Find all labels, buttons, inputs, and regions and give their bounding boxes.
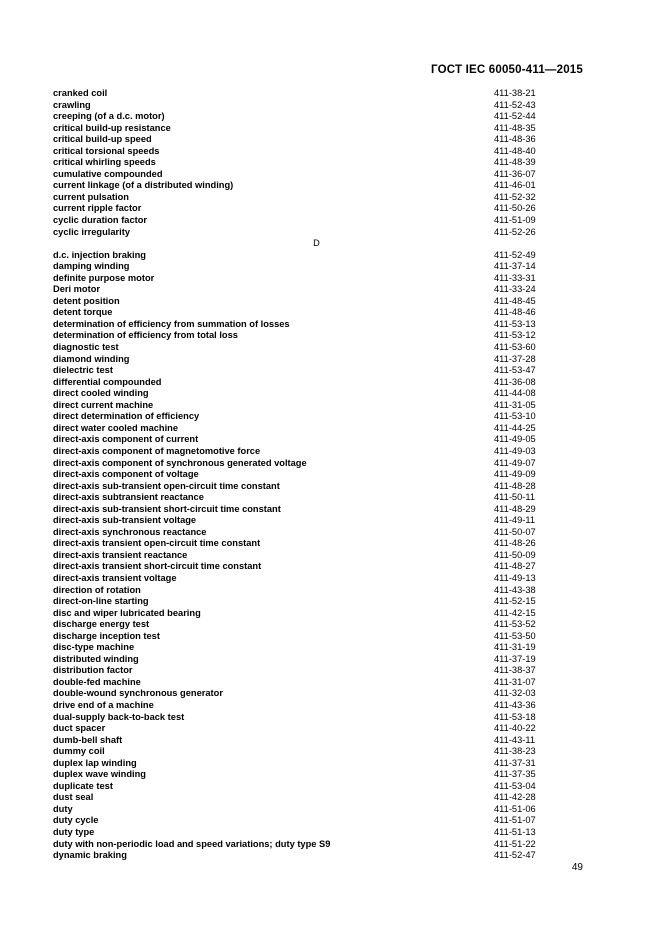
index-code: 411-49-09 [494, 469, 536, 480]
index-entry [53, 354, 540, 366]
index-code: 411-48-27 [494, 561, 536, 572]
index-code: 411-51-13 [494, 827, 536, 837]
index-code: 411-43-11 [494, 734, 536, 745]
index-code: 411-49-05 [494, 434, 536, 445]
index-code: 411-51-09 [494, 215, 536, 226]
index-entry [53, 735, 540, 747]
index-entry [53, 700, 540, 712]
index-term: definite purpose motor [53, 272, 155, 283]
index-term: detent torque [53, 307, 113, 318]
index-term: duplicate test [53, 780, 113, 791]
index-code: 411-37-31 [494, 757, 536, 768]
index-term: critical build-up speed [53, 134, 152, 145]
index-term: direct determination of efficiency [53, 411, 200, 422]
index-entry [53, 203, 540, 215]
index-entry [53, 827, 540, 839]
section-letter: D [313, 238, 320, 249]
index-code: 411-33-31 [494, 272, 536, 283]
index-term: drive end of a machine [53, 699, 154, 710]
index-term: discharge inception test [53, 630, 160, 641]
index-term: direct-axis transient reactance [53, 549, 188, 560]
index-code: 411-52-47 [494, 850, 536, 861]
index-code: 411-48-36 [494, 134, 536, 145]
index-code: 411-40-22 [494, 723, 536, 734]
index-term: cumulative compounded [53, 168, 163, 179]
index-entry [53, 307, 540, 319]
index-term: distribution factor [53, 665, 133, 676]
index-entry [53, 504, 540, 516]
index-term: direction of rotation [53, 584, 141, 595]
index-term: direct water cooled machine [53, 422, 179, 433]
index-code: 411-52-26 [494, 226, 536, 237]
index-entry [53, 111, 540, 123]
index-term: duct spacer [53, 723, 106, 734]
index-term: cranked coil [53, 88, 108, 98]
index-code: 411-33-24 [494, 284, 536, 295]
index-term: direct cooled winding [53, 388, 149, 399]
index-term: differential compounded [53, 376, 162, 387]
index-term: Deri motor [53, 284, 101, 295]
index-entry [53, 423, 540, 435]
index-code: 411-49-13 [494, 572, 536, 583]
index-code: 411-53-04 [494, 780, 536, 791]
index-code: 411-38-21 [494, 88, 536, 98]
index-term: direct-axis sub-transient voltage [53, 515, 197, 526]
index-term: disc and wiper lubricated bearing [53, 607, 201, 618]
index-code: 411-53-18 [494, 711, 536, 722]
index-term: critical torsional speeds [53, 145, 160, 156]
index-entry [53, 839, 540, 851]
index-entry [53, 561, 540, 573]
index-code: 411-52-32 [494, 191, 536, 202]
index-term: direct-axis sub-transient short-circuit time constant [53, 503, 281, 514]
index-entry [53, 157, 540, 169]
index-entry [53, 573, 540, 585]
index-term: direct-axis component of magnetomotive force [53, 445, 261, 456]
index-code: 411-51-07 [494, 815, 536, 826]
index-entry [53, 146, 540, 158]
index-term: diamond winding [53, 353, 130, 364]
index-term: dumb-bell shaft [53, 734, 123, 745]
index-entry [53, 192, 540, 204]
index-entry [53, 758, 540, 770]
index-term: crawling [53, 99, 91, 110]
index-term: current linkage (of a distributed winding) [53, 180, 234, 191]
index-term: damping winding [53, 261, 130, 272]
index-entry [53, 100, 540, 112]
index-code: 411-53-10 [494, 411, 536, 422]
index-term: discharge energy test [53, 619, 150, 630]
index-term: direct-axis transient short-circuit time constant [53, 561, 262, 572]
index-term: duplex wave winding [53, 769, 146, 780]
index-term: critical build-up resistance [53, 122, 171, 133]
index-entry [53, 804, 540, 816]
index-code: 411-43-38 [494, 584, 536, 595]
index-entry [53, 180, 540, 192]
index-entry [53, 781, 540, 793]
index-code: 411-53-52 [494, 619, 536, 630]
index-code: 411-51-22 [494, 838, 536, 849]
index-entry [53, 365, 540, 377]
index-entry [53, 469, 540, 481]
index-term: duplex lap winding [53, 757, 137, 768]
index-entry [53, 550, 540, 562]
index-term: disc-type machine [53, 642, 135, 653]
index-code: 411-36-07 [494, 168, 536, 179]
index-entry [53, 619, 540, 631]
index-entry [53, 665, 540, 677]
index-code: 411-52-44 [494, 111, 536, 122]
index-entry [53, 631, 540, 643]
index-code: 411-48-45 [494, 295, 536, 306]
index-term: current pulsation [53, 191, 129, 202]
index-term: direct-axis component of voltage [53, 469, 199, 480]
index-term: cyclic irregularity [53, 226, 130, 237]
index-term: detent position [53, 295, 120, 306]
index-code: 411-44-25 [494, 422, 536, 433]
index-entry [53, 215, 540, 227]
index-entry [53, 169, 540, 181]
index-term: dummy coil [53, 746, 105, 757]
index-code: 411-53-12 [494, 330, 536, 341]
index-term: direct-on-line starting [53, 596, 149, 607]
index-entry [53, 677, 540, 689]
index-code: 411-37-14 [494, 261, 536, 272]
index-entry [53, 746, 540, 758]
index-entry [53, 608, 540, 620]
index-code: 411-42-28 [494, 792, 536, 803]
index-term: d.c. injection braking [53, 249, 146, 260]
index-code: 411-53-13 [494, 318, 536, 329]
index-code: 411-42-15 [494, 607, 536, 618]
index-code: 411-49-03 [494, 445, 536, 456]
index-entry [53, 134, 540, 146]
index-entry [53, 446, 540, 458]
index-code: 411-51-06 [494, 803, 536, 814]
index-code: 411-43-36 [494, 699, 536, 710]
index-entry [53, 330, 540, 342]
index-entry [53, 434, 540, 446]
index-code: 411-48-46 [494, 307, 536, 318]
index-code: 411-50-11 [494, 492, 536, 503]
index-entry [53, 261, 540, 273]
index-term: determination of efficiency from total loss [53, 330, 238, 341]
index-code: 411-48-28 [494, 480, 536, 491]
index-code: 411-48-35 [494, 122, 536, 133]
page-number: 49 [571, 862, 583, 873]
index-term: dust seal [53, 792, 94, 803]
index-entry [53, 850, 540, 862]
index-entry [53, 642, 540, 654]
index-code: 411-52-43 [494, 99, 536, 110]
index-entry [53, 527, 540, 539]
index-entry [53, 296, 540, 308]
index-entry [53, 227, 540, 239]
index-code: 411-37-19 [494, 653, 536, 664]
index-entry [53, 250, 540, 262]
index-entry [53, 377, 540, 389]
index-entry [53, 723, 540, 735]
index-entry [53, 585, 540, 597]
index-entry [53, 388, 540, 400]
index-entry [53, 284, 540, 296]
index-entry [53, 538, 540, 550]
index-code: 411-48-26 [494, 538, 536, 549]
index-term: critical whirling speeds [53, 157, 156, 168]
index-term: direct-axis transient open-circuit time constant [53, 538, 261, 549]
index-term: direct-axis component of synchronous generated voltage [53, 457, 307, 468]
index-code: 411-52-15 [494, 596, 536, 607]
index-term: double-wound synchronous generator [53, 688, 223, 699]
index-term: duty type [53, 827, 95, 837]
document-header: ГОСТ IEC 60050-411—2015 [431, 64, 583, 76]
index-code: 411-48-39 [494, 157, 536, 168]
index-entry [53, 515, 540, 527]
index-entry [53, 273, 540, 285]
index-code: 411-50-07 [494, 526, 536, 537]
index-entry [53, 411, 540, 423]
index-entry [53, 123, 540, 135]
index-term: direct-axis subtransient reactance [53, 492, 204, 503]
index-code: 411-50-09 [494, 549, 536, 560]
index-code: 411-53-50 [494, 630, 536, 641]
index-term: direct-axis transient voltage [53, 572, 177, 583]
index-term: duty cycle [53, 815, 99, 826]
index-entry [53, 481, 540, 493]
index-code: 411-49-07 [494, 457, 536, 468]
index-code: 411-53-47 [494, 365, 536, 376]
index-term: dual-supply back-to-back test [53, 711, 185, 722]
index-code: 411-49-11 [494, 515, 536, 526]
index-term: distributed winding [53, 653, 139, 664]
index-entry [53, 88, 540, 100]
index-term: direct-axis component of current [53, 434, 199, 445]
index-term: duty [53, 803, 73, 814]
index-code: 411-37-35 [494, 769, 536, 780]
index-term: duty with non-periodic load and speed variations; duty type S9 [53, 838, 331, 849]
index-entry [53, 769, 540, 781]
index-entry [53, 400, 540, 412]
index-code: 411-31-19 [494, 642, 536, 653]
index-term: cyclic duration factor [53, 215, 148, 226]
index-code: 411-52-49 [494, 249, 536, 260]
index-term: direct current machine [53, 399, 154, 410]
index-entry [53, 319, 540, 331]
index-entry [53, 596, 540, 608]
term-index [53, 88, 540, 862]
index-entry [53, 458, 540, 470]
index-code: 411-38-37 [494, 665, 536, 676]
index-entry [53, 342, 540, 354]
index-code: 411-48-29 [494, 503, 536, 514]
index-code: 411-31-05 [494, 399, 536, 410]
index-entry [53, 654, 540, 666]
index-code: 411-44-08 [494, 388, 536, 399]
index-code: 411-37-28 [494, 353, 536, 364]
index-code: 411-50-26 [494, 203, 536, 214]
index-term: dynamic braking [53, 850, 127, 861]
index-term: direct-axis sub-transient open-circuit time constant [53, 480, 280, 491]
index-term: diagnostic test [53, 342, 119, 353]
index-term: current ripple factor [53, 203, 142, 214]
index-code: 411-48-40 [494, 145, 536, 156]
index-entry [53, 792, 540, 804]
index-code: 411-46-01 [494, 180, 536, 191]
index-entry [53, 712, 540, 724]
index-term: determination of efficiency from summation of losses [53, 318, 290, 329]
index-code: 411-38-23 [494, 746, 536, 757]
index-code: 411-36-08 [494, 376, 536, 387]
index-entry [53, 688, 540, 700]
index-term: direct-axis synchronous reactance [53, 526, 207, 537]
index-code: 411-31-07 [494, 676, 536, 687]
index-term: dielectric test [53, 365, 113, 376]
index-entry [53, 492, 540, 504]
index-term: double-fed machine [53, 676, 141, 687]
index-term: creeping (of a d.c. motor) [53, 111, 165, 122]
index-code: 411-32-03 [494, 688, 536, 699]
index-code: 411-53-60 [494, 342, 536, 353]
index-entry [53, 815, 540, 827]
